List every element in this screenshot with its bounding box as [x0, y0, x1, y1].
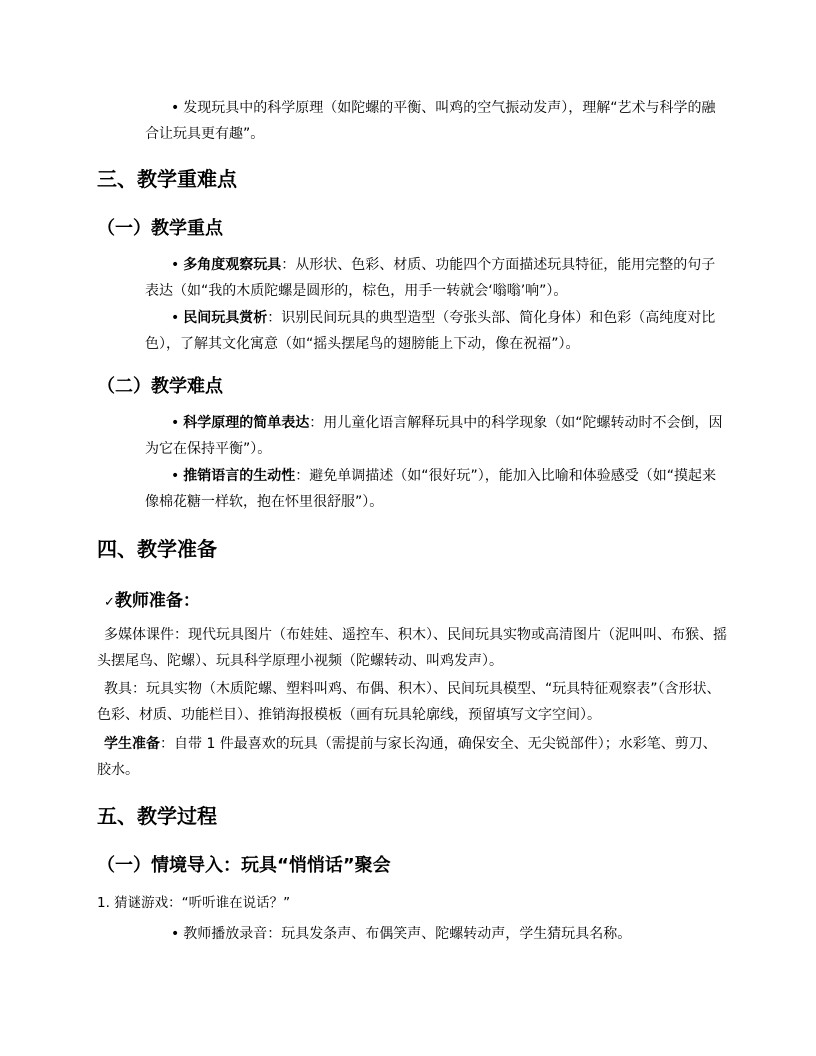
intro-bullet-paragraph	[145, 95, 725, 147]
props-paragraph: 教具：玩具实物（木质陀螺、塑料叫鸡、布偶、积木）、民间玩具模型、“玩具特征观察表”（含形状、色彩、材质、功能栏目）、推销海报模板（画有玩具轮廓线，预留填写文字空间）。	[97, 681, 721, 723]
key-point-2-label: 民间玩具赏析	[183, 310, 268, 326]
difficulty-1-text: ：用儿童化语言解释玩具中的科学现象（如“陀螺转动时不会倒，因为它在保持平衡”）。	[145, 415, 723, 457]
step-1: 1. 猜谜游戏：“听听谁在说话？”	[97, 895, 291, 911]
teacher-prep-heading-text: 教师准备：	[114, 591, 200, 611]
bullet-icon: •	[171, 415, 180, 431]
difficulty-1	[145, 410, 725, 462]
bullet-icon: •	[171, 100, 180, 116]
student-prep-text: ：自带 1 件最喜欢的玩具（需提前与家长沟通，确保安全、无尖锐部件）；水彩笔、剪刀、胶水。	[97, 736, 717, 778]
key-point-2-text: ：识别民间玩具的典型造型（夸张头部、简化身体）和色彩（高纯度对比色），了解其文化寓意（如“摇头摆尾鸟的翅膀能上下动，像在祝福”）。	[145, 310, 716, 352]
intro-bullet-text: 发现玩具中的科学原理（如陀螺的平衡、叫鸡的空气振动发声），理解“艺术与科学的融合让玩具更有趣”。	[145, 100, 716, 142]
section-4-title: 四、教学准备	[97, 537, 217, 561]
step-1-bullet-text: 教师播放录音：玩具发条声、布偶笑声、陀螺转动声，学生猜玩具名称。	[183, 926, 632, 942]
bullet-icon: •	[171, 257, 180, 273]
difficulty-2-text: ：避免单调描述（如“很好玩”），能加入比喻和体验感受（如“摸起来像棉花糖一样软，抱在怀里很舒服”）。	[145, 468, 717, 510]
difficulty-2-label: 推销语言的生动性	[183, 468, 296, 484]
difficulty-2	[145, 463, 725, 515]
key-point-2	[145, 305, 725, 357]
bullet-icon: •	[171, 310, 180, 326]
multimedia-paragraph: 多媒体课件：现代玩具图片（布娃娃、遥控车、积木）、民间玩具实物或高清图片（泥叫叫、布猴、摇头摆尾鸟、陀螺）、玩具科学原理小视频（陀螺转动、叫鸡发声）。	[97, 627, 727, 669]
bullet-icon: •	[171, 926, 180, 942]
step-1-bullet	[145, 921, 725, 947]
key-point-1-text: ：从形状、色彩、材质、功能四个方面描述玩具特征，能用完整的句子表达（如“我的木质陀螺是圆形的，棕色，用手一转就会‘嗡嗡’响”）。	[145, 257, 716, 299]
checkmark-icon: ✓	[104, 595, 115, 610]
difficulty-1-label: 科学原理的简单表达	[183, 415, 310, 431]
key-point-1	[145, 252, 725, 304]
section-5-sub1-title: （一）情境导入：玩具“悄悄话”聚会	[97, 855, 391, 876]
student-prep-paragraph	[97, 731, 727, 783]
teacher-prep-heading	[104, 588, 200, 616]
bullet-icon: •	[171, 468, 180, 484]
student-prep-label: 学生准备	[104, 736, 160, 752]
section-3-title: 三、教学重难点	[97, 167, 237, 191]
section-3-sub1-title: （一）教学重点	[97, 218, 223, 239]
section-5-title: 五、教学过程	[97, 804, 217, 828]
section-3-sub2-title: （二）教学难点	[97, 376, 223, 397]
key-point-1-label: 多角度观察玩具	[183, 257, 282, 273]
